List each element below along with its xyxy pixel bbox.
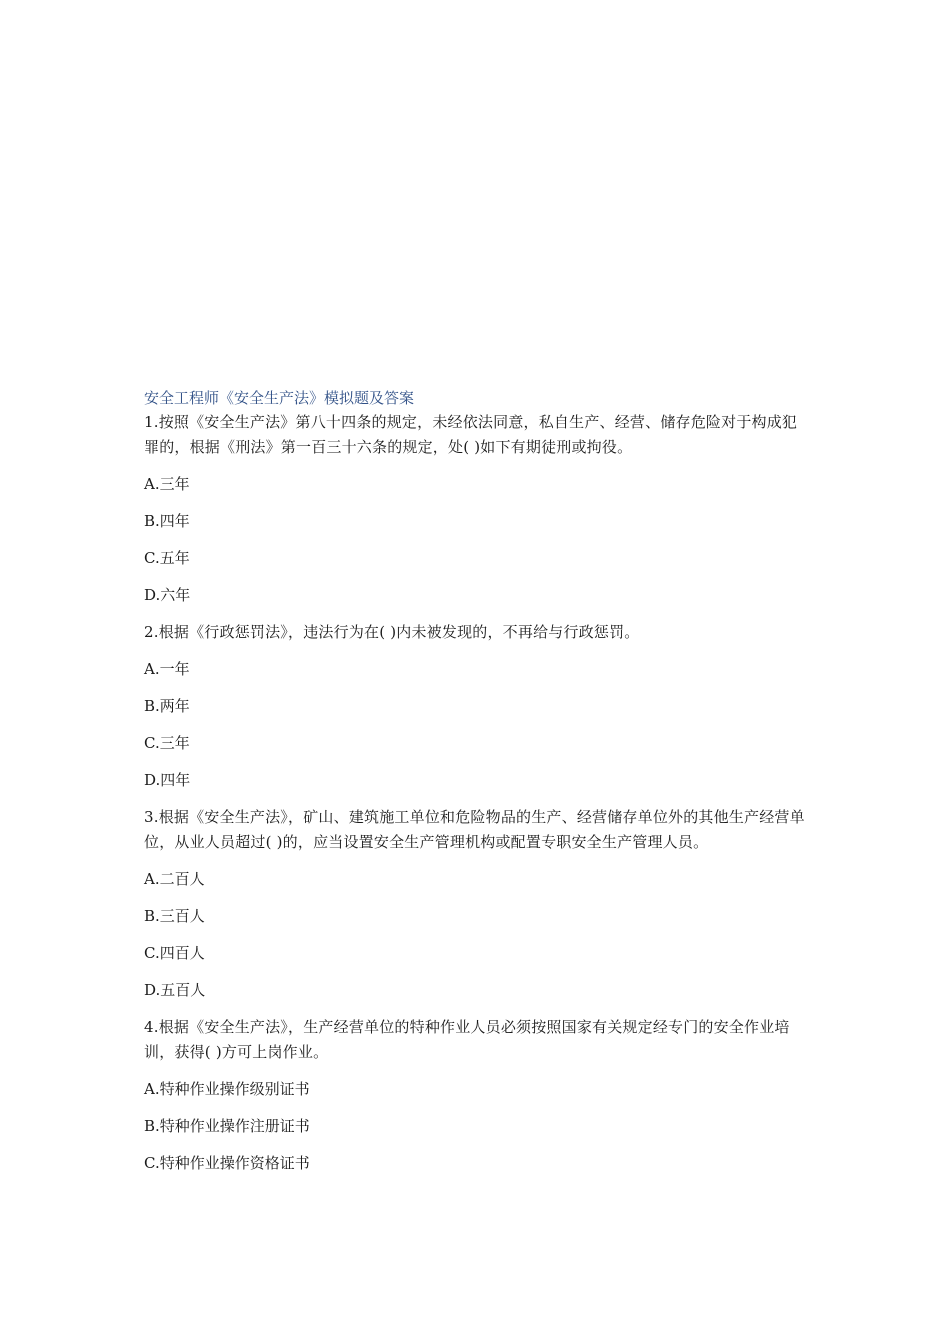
question-2-option-c: C.三年 xyxy=(144,734,190,752)
document-title: 安全工程师《安全生产法》模拟题及答案 xyxy=(144,389,415,407)
question-1-option-c: C.五年 xyxy=(144,549,190,567)
question-1-option-a: A.三年 xyxy=(144,475,190,493)
question-3-option-c: C.四百人 xyxy=(144,944,205,962)
question-4-option-c: C.特种作业操作资格证书 xyxy=(144,1154,310,1172)
question-2-option-d: D.四年 xyxy=(144,771,191,789)
question-1-option-d: D.六年 xyxy=(144,586,191,604)
question-3-option-b: B.三百人 xyxy=(144,907,205,925)
document-body xyxy=(144,386,812,1188)
question-2-text: 2.根据《行政惩罚法》，违法行为在( )内未被发现的，不再给与行政惩罚。 xyxy=(144,623,640,641)
question-1-text: 1.按照《安全生产法》第八十四条的规定，未经依法同意，私自生产、经营、储存危险对于构成犯罪的，根据《刑法》第一百三十六条的规定，处( )如下有期徒刑或拘役。 xyxy=(144,413,798,456)
question-2-option-b: B.两年 xyxy=(144,697,190,715)
question-3-text: 3.根据《安全生产法》，矿山、建筑施工单位和危险物品的生产、经营储存单位外的其他生产经营单位，从业人员超过( )的，应当设置安全生产管理机构或配置专职安全生产管理人员。 xyxy=(144,808,805,851)
question-2-option-a: A.一年 xyxy=(144,660,190,678)
question-1-option-b: B.四年 xyxy=(144,512,190,530)
question-3-option-a: A.二百人 xyxy=(144,870,205,888)
question-4-text: 4.根据《安全生产法》，生产经营单位的特种作业人员必须按照国家有关规定经专门的安全作业培训，获得( )方可上岗作业。 xyxy=(144,1018,790,1061)
question-4-option-a: A.特种作业操作级别证书 xyxy=(144,1080,310,1098)
question-3-option-d: D.五百人 xyxy=(144,981,206,999)
question-4-option-b: B.特种作业操作注册证书 xyxy=(144,1117,310,1135)
